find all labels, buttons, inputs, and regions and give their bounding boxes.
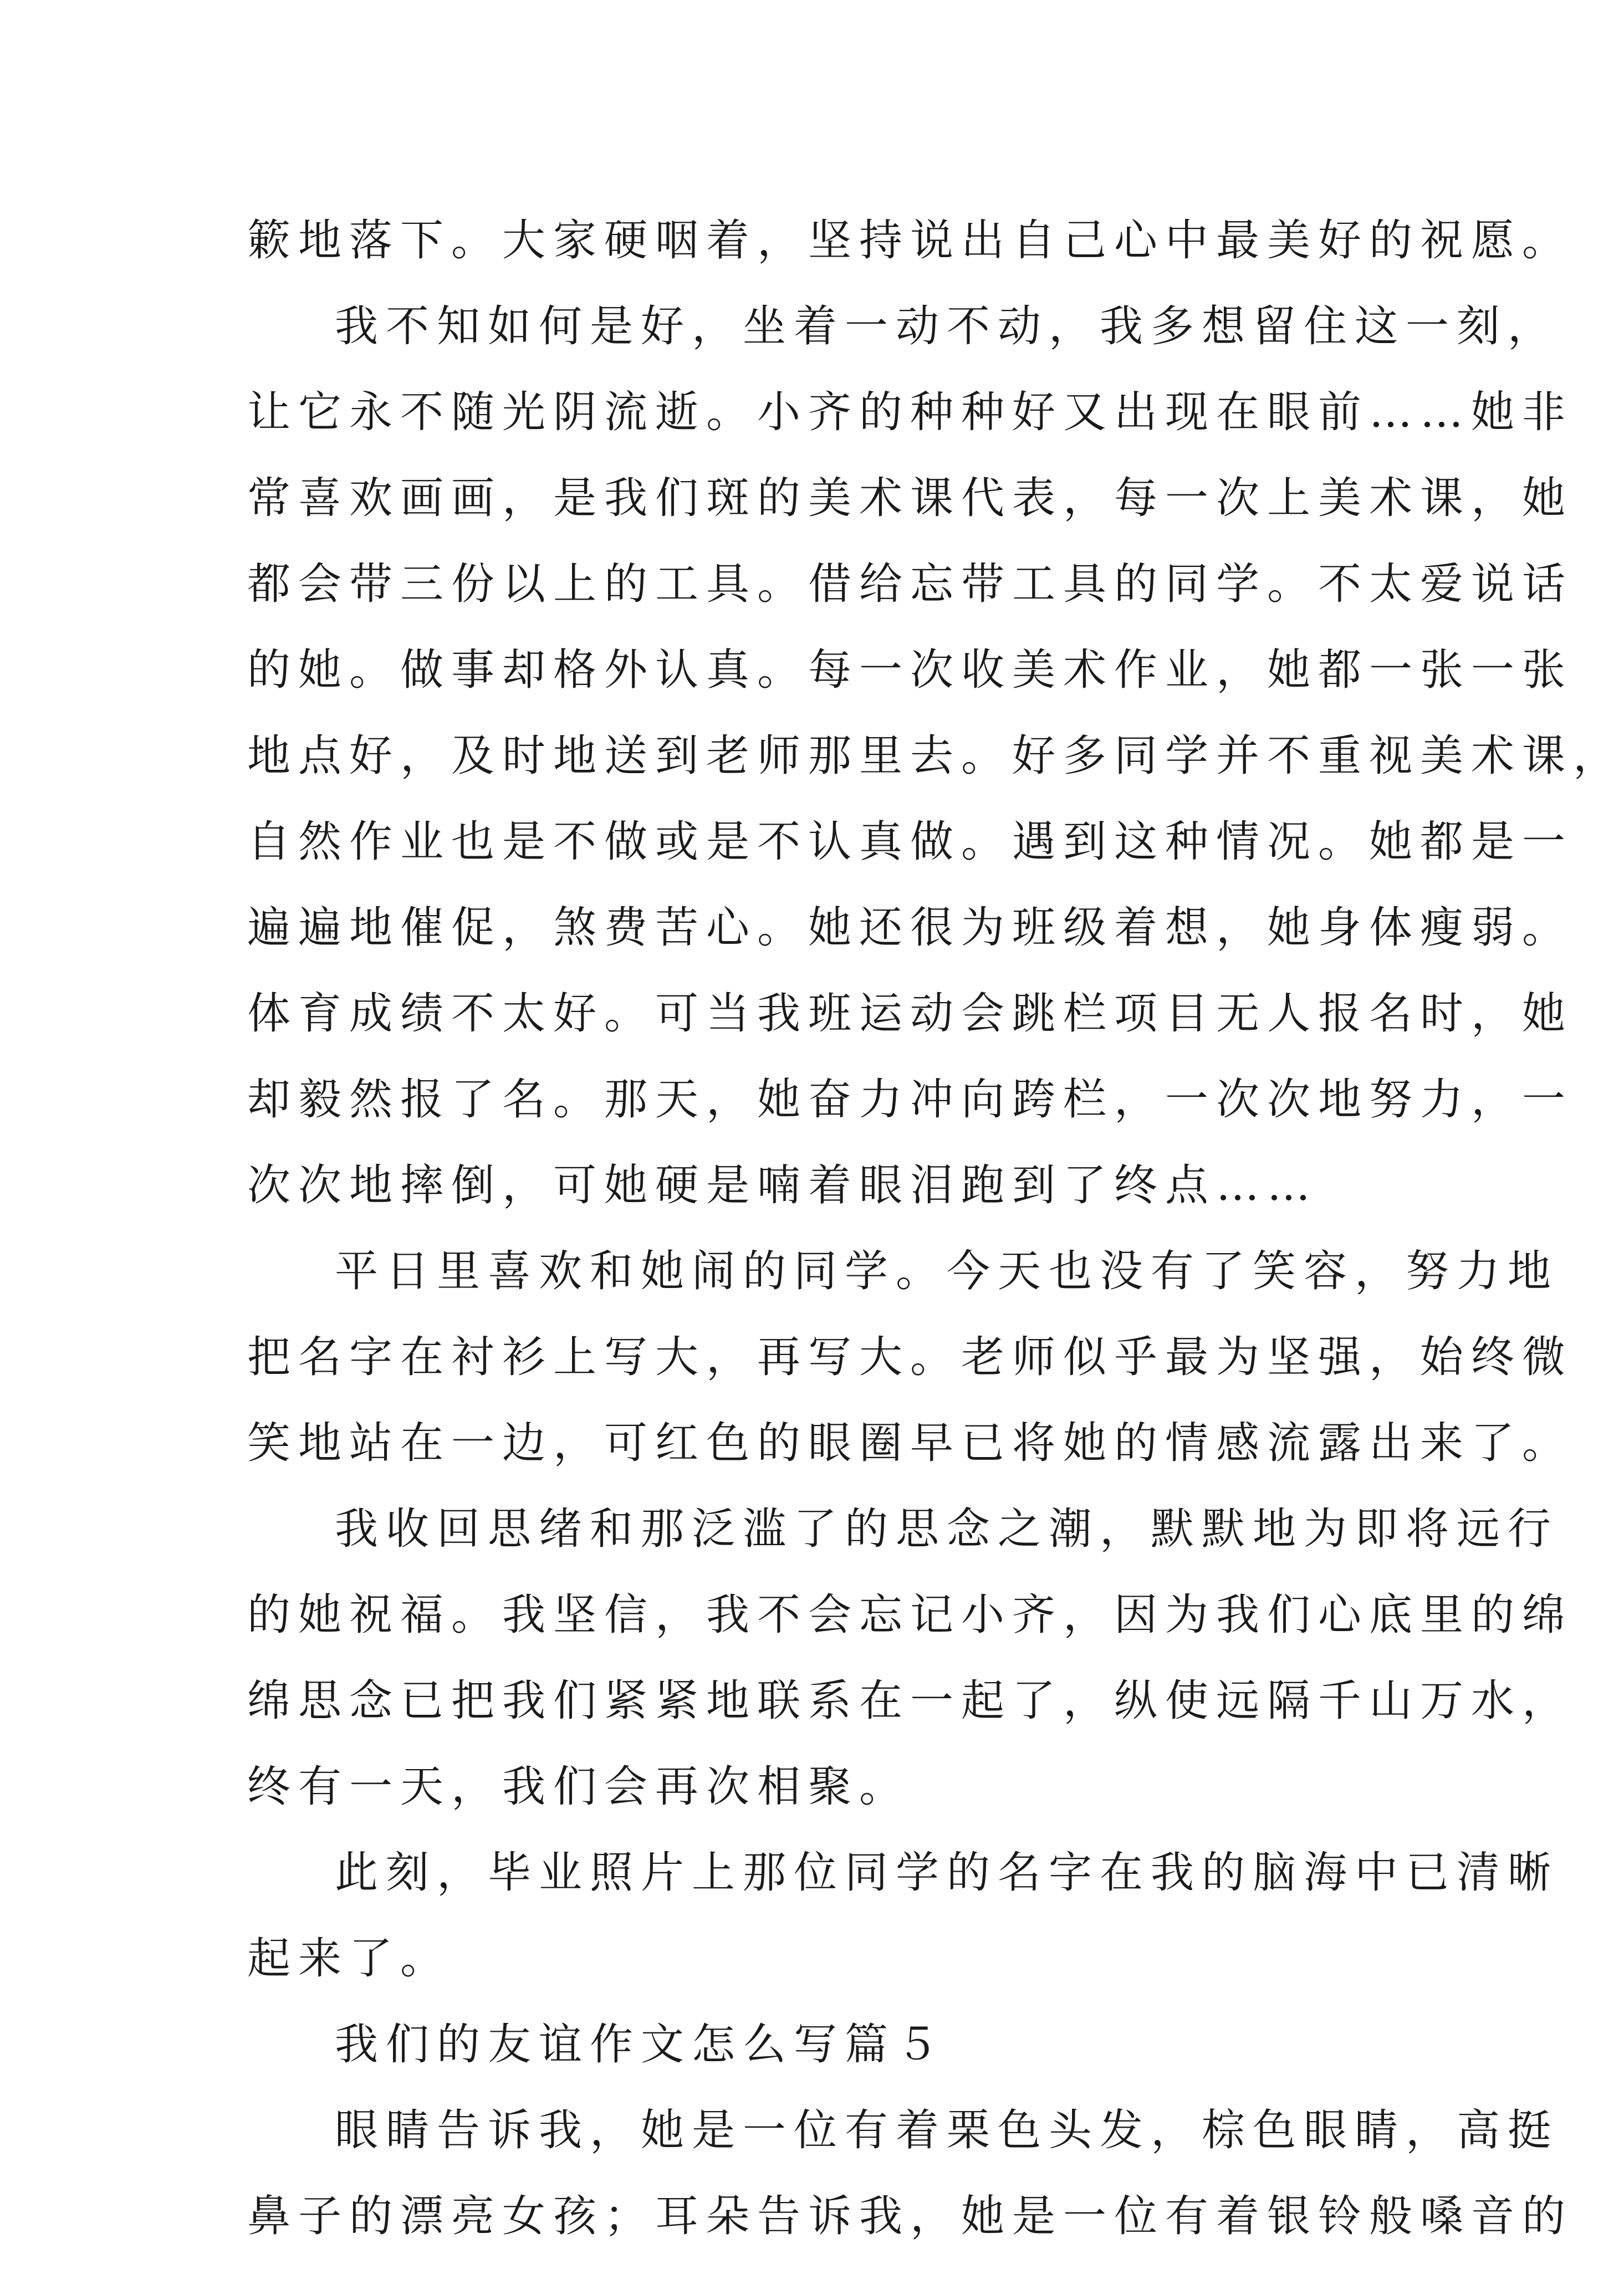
text-line: 让它永不随光阴流逝。小齐的种种好又出现在眼前……她非 <box>247 387 1574 437</box>
text-line: 终有一天，我们会再次相聚。 <box>247 1762 911 1812</box>
article-body <box>247 207 1624 2269</box>
text-line: 鼻子的漂亮女孩；耳朵告诉我，她是一位有着银铃般嗓音的 <box>247 2191 1574 2241</box>
text-line: 绵思念已把我们紧紧地联系在一起了，纵使远隔千山万水， <box>247 1676 1574 1726</box>
text-line: 常喜欢画画，是我们斑的美术课代表，每一次上美术课，她 <box>247 473 1574 523</box>
paragraph-start: 眼睛告诉我，她是一位有着栗色头发，棕色眼睛，高挺 <box>335 2106 1559 2155</box>
section-heading: 我们的友谊作文怎么写篇５ <box>335 2020 947 2069</box>
paragraph-start: 此刻，毕业照片上那位同学的名字在我的脑海中已清晰 <box>335 1848 1559 1898</box>
text-line: 把名字在衬衫上写大，再写大。老师似乎最为坚强，始终微 <box>247 1332 1574 1382</box>
text-line: 起来了。 <box>247 1934 452 1984</box>
text-line: 体育成绩不太好。可当我班运动会跳栏项目无人报名时，她 <box>247 989 1574 1039</box>
text-line: 次次地摔倒，可她硬是喃着眼泪跑到了终点…… <box>247 1161 1319 1210</box>
text-line: 的她祝福。我坚信，我不会忘记小齐，因为我们心底里的绵 <box>247 1590 1574 1640</box>
text-line: 的她。做事却格外认真。每一次收美术作业，她都一张一张 <box>247 645 1574 695</box>
text-line: 簌地落下。大家硬咽着，坚持说出自己心中最美好的祝愿。 <box>247 216 1574 265</box>
paragraph-start: 我不知如何是好，坐着一动不动，我多想留住这一刻， <box>335 301 1559 351</box>
paragraph-start: 我收回思绪和那泛滥了的思念之潮，默默地为即将远行 <box>335 1504 1559 1554</box>
paragraph-start: 平日里喜欢和她闹的同学。今天也没有了笑容，努力地 <box>335 1246 1559 1296</box>
text-line: 却毅然报了名。那天，她奋力冲向跨栏，一次次地努力，一 <box>247 1075 1574 1125</box>
text-line: 都会带三份以上的工具。借给忘带工具的同学。不太爱说话 <box>247 559 1574 609</box>
text-line: 自然作业也是不做或是不认真做。遇到这种情况。她都是一 <box>247 817 1574 867</box>
text-line: 遍遍地催促，煞费苦心。她还很为班级着想，她身体瘦弱。 <box>247 903 1574 953</box>
text-line: 地点好，及时地送到老师那里去。好多同学并不重视美术课， <box>247 731 1624 781</box>
text-line: 笑地站在一边，可红色的眼圈早已将她的情感流露出来了。 <box>247 1418 1574 1468</box>
